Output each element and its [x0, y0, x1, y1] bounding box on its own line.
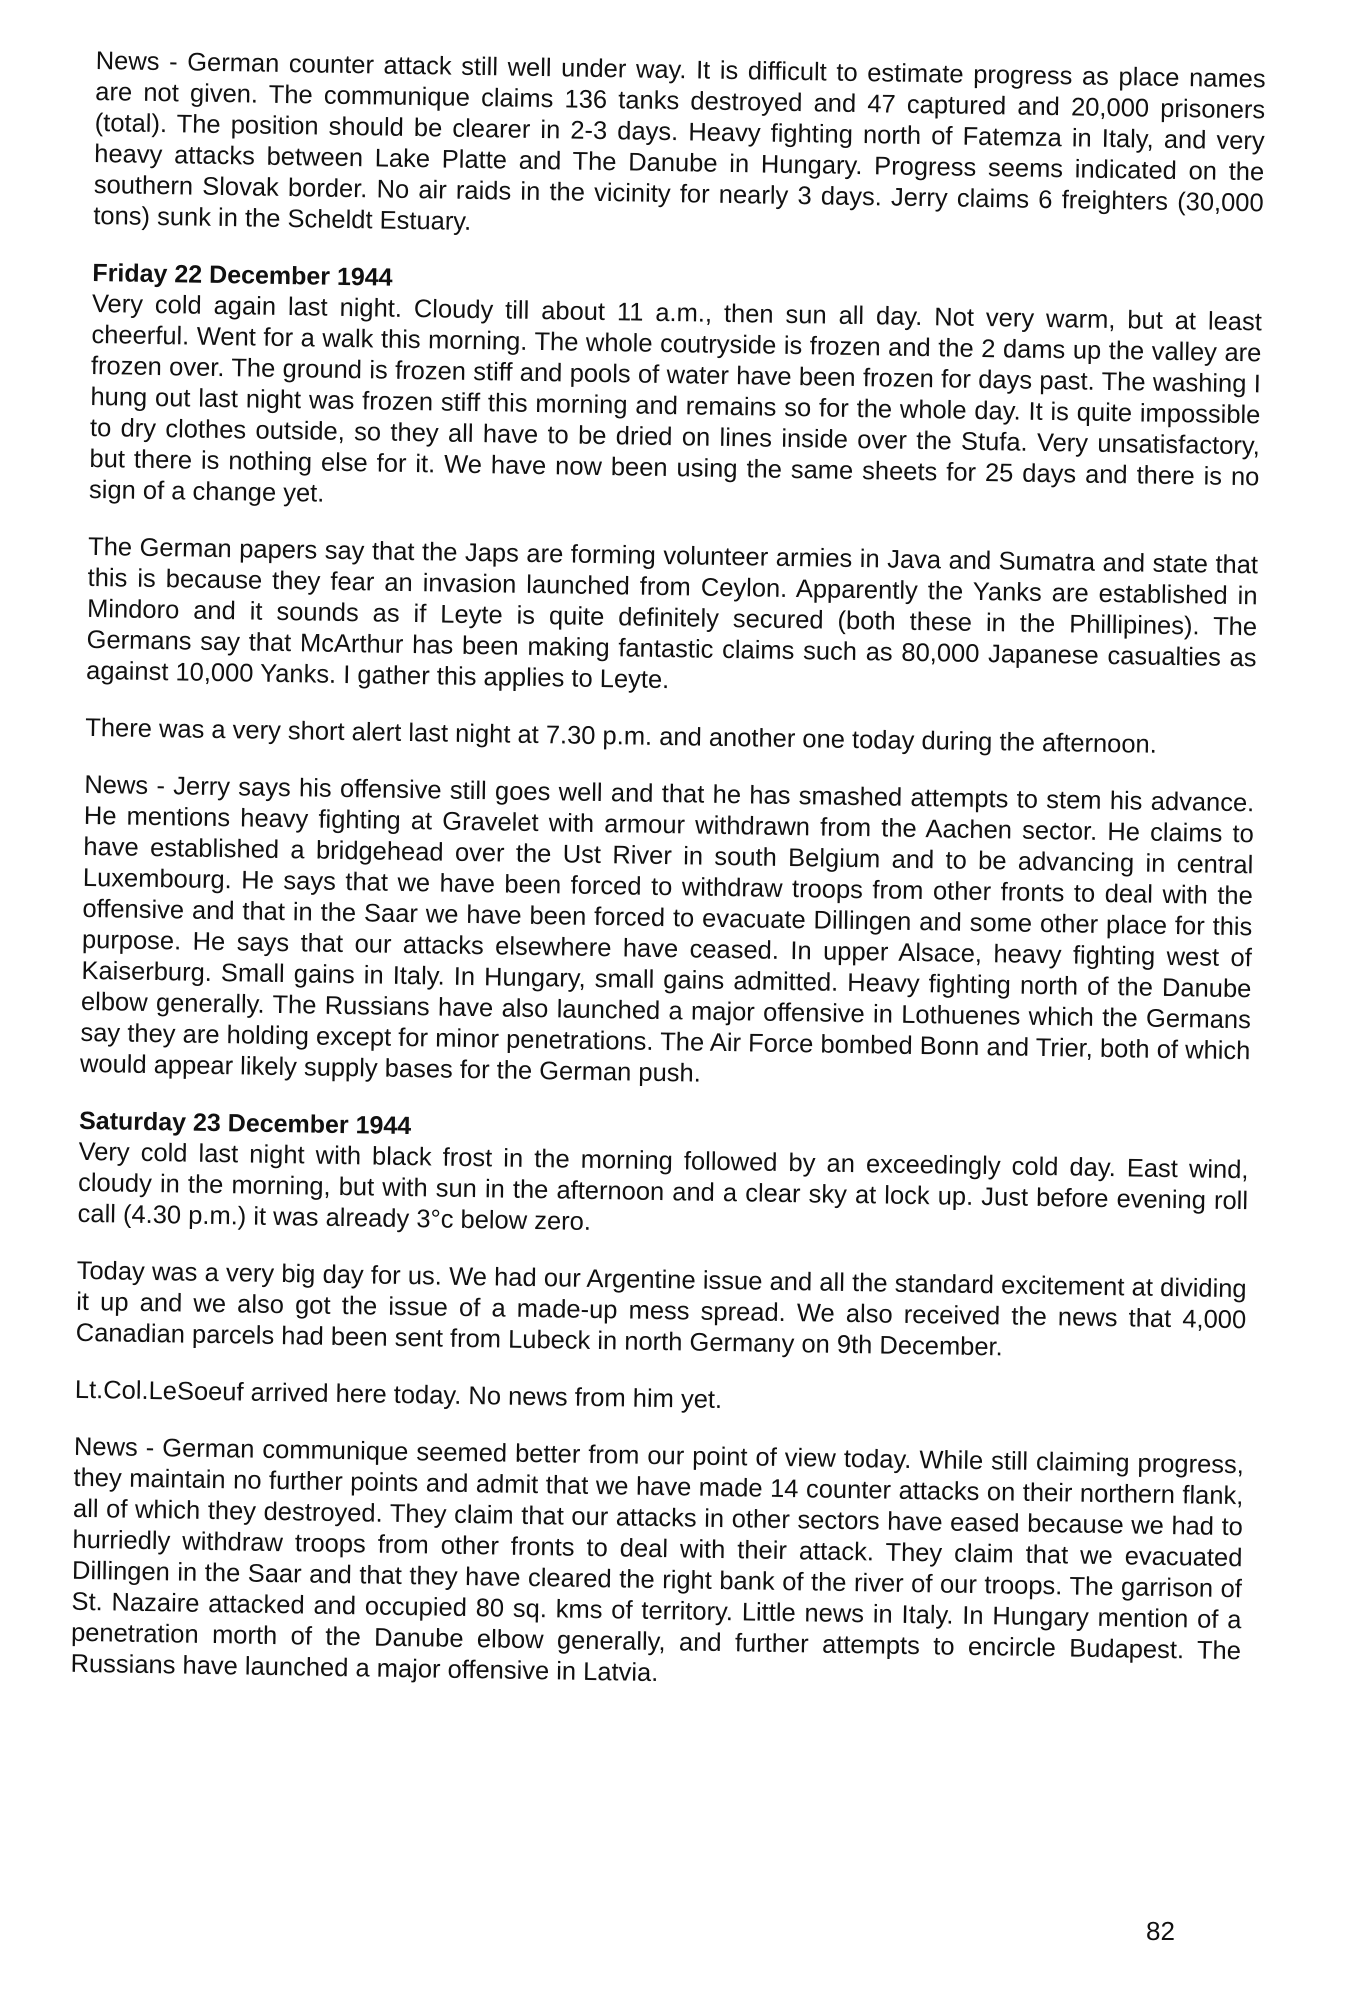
document-page: [66, 46, 1266, 1964]
opening-section: [93, 46, 1266, 250]
entry-date-heading: Friday 22 December 1944: [92, 258, 393, 292]
paragraph: News - Jerry says his offensive still goes well and that he has smashed attempts to stem his advance. He mentions heavy fighting at Gravelet with armour withdrawn from the Aachen sector. He claims to have established a bridgehead over the Ust River in south Belgium and to be advancing in central Luxembourg. He says that we have been forced to withdraw troops from other fronts to deal with the offensive and that in the Saar we have been forced to evacuate Dillingen and some other place for this purpose. He says that our attacks elsewhere have ceased. In upper Alsace, heavy fighting west of Kaiserburg. Small gains in Italy. In Hungary, small gains admitted. Heavy fighting north of the Danube elbow generally. The Russians have also launched a major offensive in Lothuenes which the Germans say they are holding except for minor penetrations. The Air Force bombed Bonn and Trier, both of which would appear likely supply bases for the German push.: [79, 770, 1255, 1088]
paragraph: Very cold again last night. Cloudy till about 11 a.m., then sun all day. Not very warm, but at least cheerful. Went for a walk this morning. The whole coutryside is frozen and the 2 dams up the valley are frozen over. The ground is frozen stiff and pools of water have been frozen for days past. The washing I hung out last night was frozen stiff this morning and remains so for the whole day. It is quite impossible to dry clothes outside, so they all have to be dried on lines inside over the Stufa. Very unsatisfactory, but there is nothing else for it. We have now been using the same sheets for 25 days and there is no sign of a change yet.: [88, 289, 1263, 508]
paragraph: Lt.Col.LeSoeuf arrived here today. No news from him yet.: [74, 1375, 723, 1414]
paragraph: Today was a very big day for us. We had our Argentine issue and all the standard excitement at dividing it up and we also got the issue of a made-up mess spread. We also received the news that 4,000 Canadian parcels had been sent from Lubeck in north Germany on 9th December.: [75, 1256, 1247, 1362]
paragraph: The German papers say that the Japs are forming volunteer armies in Java and Sumatra and state that this is because they fear an invasion launched from Ceylon. Apparently the Yanks are established in Mindoro and it sounds as if Leyte is quite definitely secured (both these in the Phillipines). The Germans say that McArthur has been making fantastic claims such as 80,000 Japanese casualties as against 10,000 Yanks. I gather this applies to Leyte.: [85, 532, 1259, 695]
paragraph: News - German counter attack still well under way. It is difficult to estimate progress as place names are not given. The communique claims 136 tanks destroyed and 47 captured and 20,000 prisoners (total). The position should be clearer in 2-3 days. Heavy fighting north of Fatemza in Italy, and very heavy attacks between Lake Platte and The Danube in Hungary. Progress seems indicated on the southern Slovak border. No air raids in the vicinity for nearly 3 days. Jerry claims 6 freighters (30,000 tons) sunk in the Scheldt Estuary.: [93, 46, 1266, 236]
paragraph: Very cold last night with black frost in the morning followed by an exceedingly cold day. East wind, cloudy in the morning, but with sun in the afternoon and a clear sky at lock up. Just before evening roll call (4.30 p.m.) it was already 3°c below zero.: [77, 1137, 1249, 1236]
diary-entry-saturday-23-december: [70, 1106, 1249, 1698]
entry-date-heading: Saturday 23 December 1944: [78, 1106, 412, 1141]
page-number: 82: [1146, 1916, 1175, 1946]
paragraph: News - German communique seemed better from our point of view today. While still claiming progress, they maintain no further points and admit that we have made 14 counter attacks on their northern flank, all of which they destroyed. They claim that our attacks in other sectors have eased because we had to hurriedly withdraw troops from other fronts to deal with their attack. They claim that we evacuated Dillingen in the Saar and that they have cleared the right bank of the river of our troops. The garrison of St. Nazaire attacked and occupied 80 sq. kms of territory. Little news in Italy. In Hungary mention of a penetration morth of the Danube elbow generally, and further attempts to encircle Budapest. The Russians have launched a major offensive in Latvia.: [70, 1432, 1245, 1688]
diary-entry-friday-22-december: [80, 258, 1263, 1098]
paragraph: There was a very short alert last night at 7.30 p.m. and another one today during the afternoon.: [85, 713, 1158, 759]
